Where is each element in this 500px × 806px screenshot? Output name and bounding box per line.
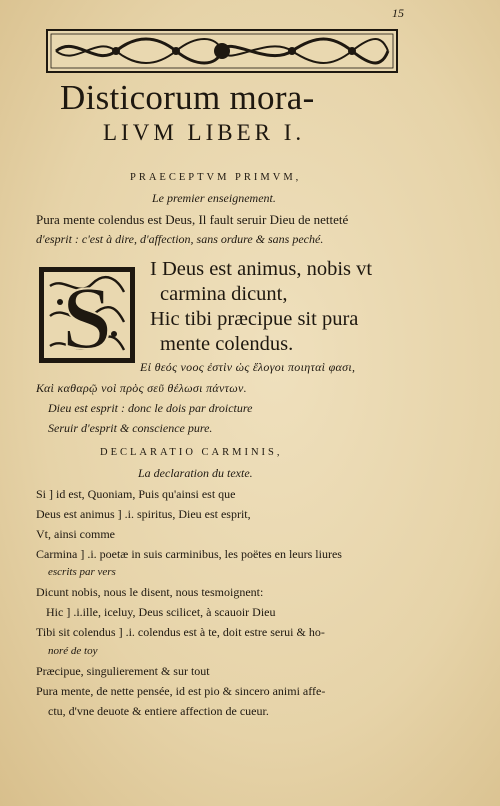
gloss-line: Pura mente, de nette pensée, id est pio & sincero animi affe- xyxy=(36,684,326,698)
gloss-line: Dicunt nobis, nous le disent, nous tesmoignent: xyxy=(36,585,264,599)
declaratio-french: La declaration du texte. xyxy=(138,466,253,480)
gloss-line: escrits par vers xyxy=(48,566,116,578)
decorated-initial xyxy=(38,266,136,364)
gloss-line: Carmina ] .i. poetæ in suis carminibus, les poëtes en leurs liures xyxy=(36,547,342,561)
gloss-line: Vt, ainsi comme xyxy=(36,527,115,541)
gloss-line: Deus est animus ] .i. spiritus, Dieu est esprit, xyxy=(36,507,251,521)
precept-french: Le premier enseignement. xyxy=(152,191,276,205)
gloss-line: ctu, d'vne deuote & entiere affection de cueur. xyxy=(48,704,269,718)
gloss-line: noré de toy xyxy=(48,645,98,657)
greek-line-2: Καὶ καθαρῷ νοὶ πρὸς σεῦ θέλωσι πάντων. xyxy=(36,381,247,395)
gloss-line: Tibi sit colendus ] .i. colendus est à te, doit estre serui & ho- xyxy=(36,625,325,639)
gloss-line: Præcipue, singulierement & sur tout xyxy=(36,664,210,678)
verse-line-2: carmina dicunt, xyxy=(160,283,288,305)
gloss-line: Hic ] .i.ille, iceluy, Deus scilicet, à scauoir Dieu xyxy=(46,605,276,619)
summary-line-1: Pura mente colendus est Deus, Il fault seruir Dieu de netteté xyxy=(36,212,349,227)
verse-line-4: mente colendus. xyxy=(160,333,294,355)
title-line-2: LIVM LIBER I. xyxy=(103,120,306,145)
ornamental-headpiece xyxy=(46,29,398,73)
summary-line-2: d'esprit : c'est à dire, d'affection, sans ordure & sans peché. xyxy=(36,232,324,246)
gloss-line: Si ] id est, Quoniam, Puis qu'ainsi est que xyxy=(36,487,236,501)
french-verse-line-1: Dieu est esprit : donc le dois par droicture xyxy=(48,401,253,415)
title-line-1: Disticorum mora- xyxy=(60,78,315,117)
page-number: 15 xyxy=(392,6,404,20)
initial-letter: S xyxy=(61,269,113,364)
french-verse-line-2: Seruir d'esprit & conscience pure. xyxy=(48,421,213,435)
verse-line-3: Hic tibi præcipue sit pura xyxy=(150,308,359,330)
declaratio-heading: DECLARATIO CARMINIS, xyxy=(100,447,283,458)
greek-line-1: Εἰ θεός νοος ἐστὶν ὡς ἔλογοι ποιηταὶ φασι, xyxy=(140,360,356,374)
precept-heading: PRAECEPTVM PRIMVM, xyxy=(130,172,302,183)
verse-line-1: I Deus est animus, nobis vt xyxy=(150,258,373,280)
